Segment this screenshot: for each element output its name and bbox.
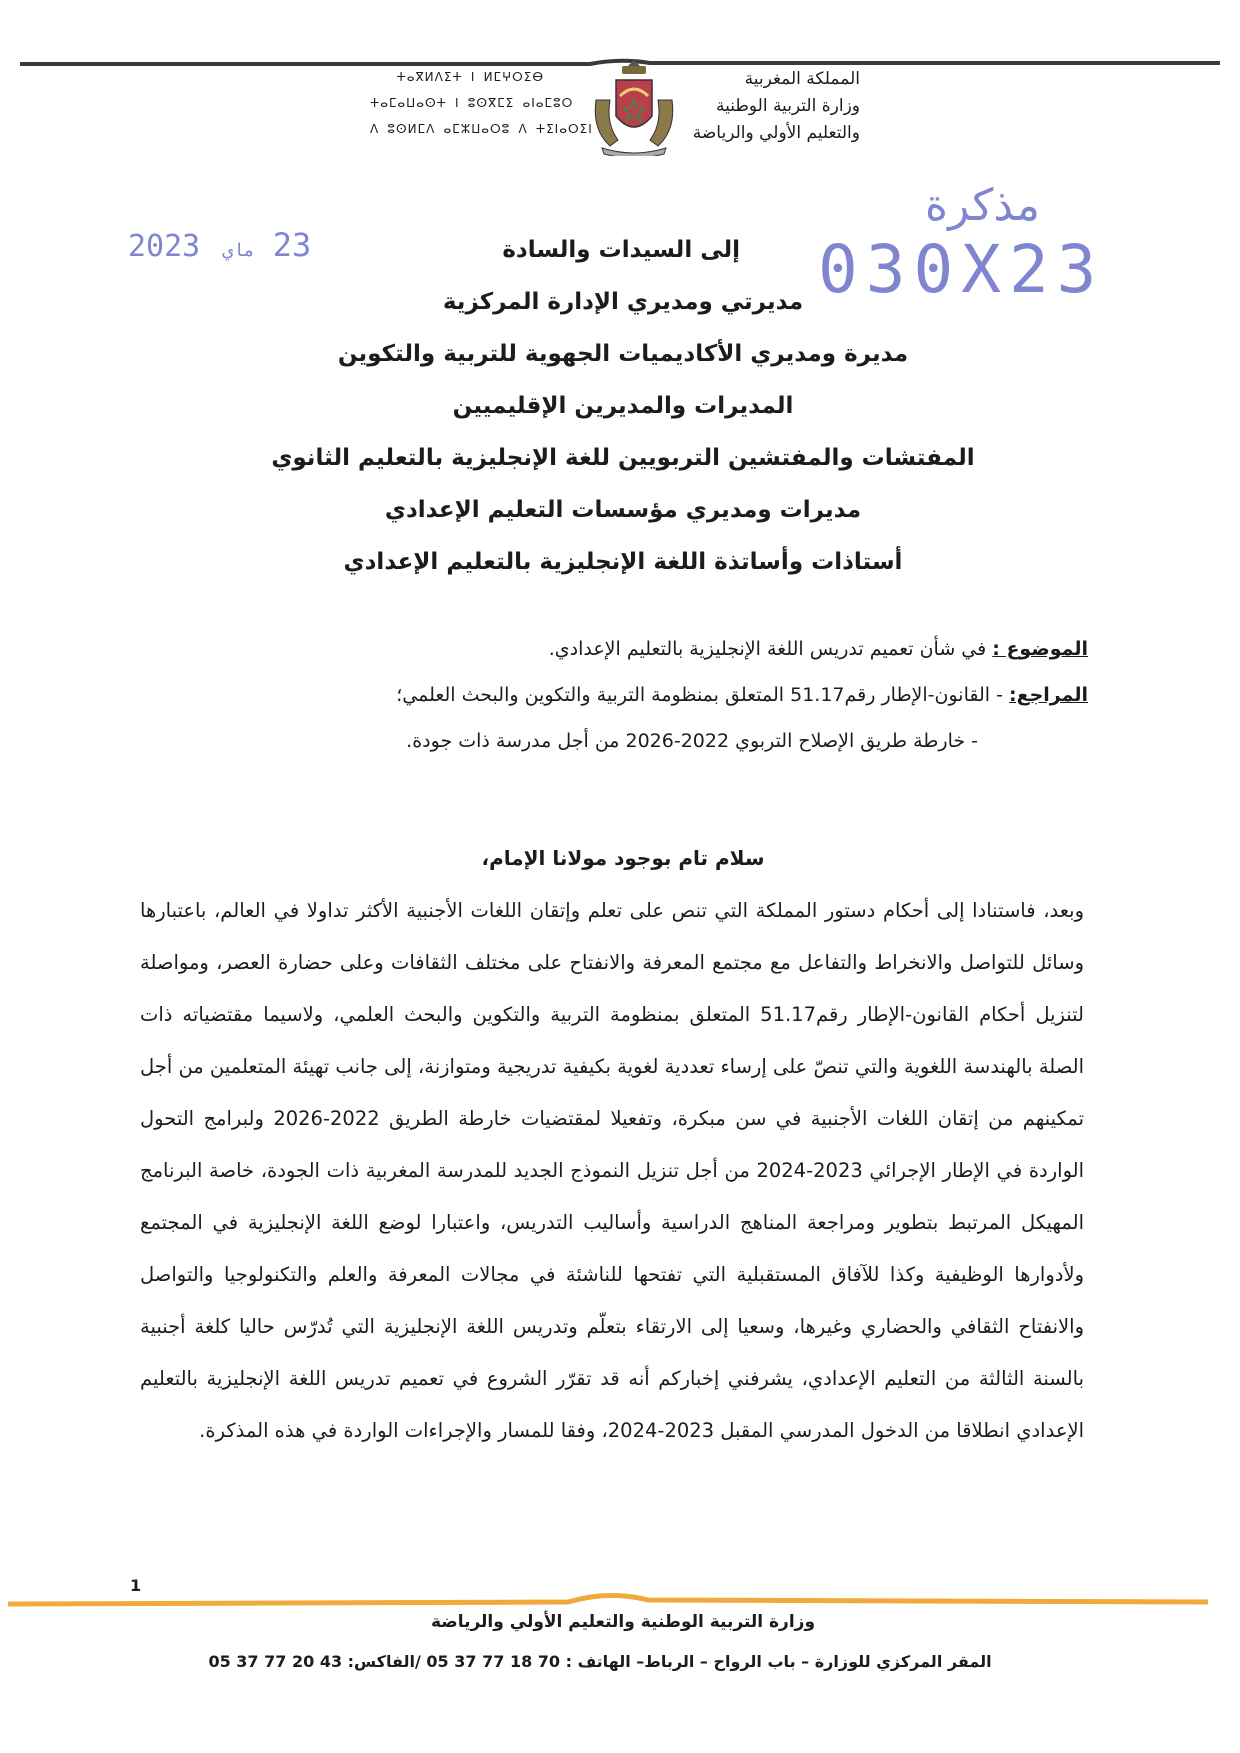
addressee-line: أستاذات وأساتذة اللغة الإنجليزية بالتعليم الإعدادي — [343, 549, 903, 575]
ministry-name-tifinagh-line2: ⴷ ⵓⵙⵍⵎⴷ ⴰⵎⵣⵡⴰⵔⵓ ⴷ ⵜⵉⵏⴰⵔⵉⵏ — [370, 122, 593, 136]
subject-text: في شأن تعميم تدريس اللغة الإنجليزية بالتعليم الإعدادي. — [548, 638, 993, 660]
greeting: سلام تام بوجود مولانا الإمام، — [481, 846, 765, 870]
ministry-header-tifinagh — [370, 64, 593, 142]
addressees-block — [240, 224, 1006, 588]
addressee-line: إلى السيدات والسادة — [502, 237, 740, 263]
kingdom-name: المملكة المغربية — [744, 69, 860, 89]
subject-label: الموضوع : — [992, 638, 1088, 660]
references-label: المراجع: — [1009, 684, 1088, 706]
page-number: 1 — [130, 1576, 142, 1595]
footer-address: المقر المركزي للوزارة – باب الرواح – الرباط– الهاتف : 70 18 77 37 05 /الفاكس: 43 20 77 37 05 — [208, 1652, 992, 1671]
reference-item-1: - القانون-الإطار رقم51.17 المتعلق بمنظومة التربية والتكوين والبحث العلمي؛ — [396, 684, 1009, 706]
ministry-name-line2: والتعليم الأولي والرياضة — [692, 123, 860, 143]
body-paragraph: وبعد، فاستنادا إلى أحكام دستور المملكة التي تنص على تعلم وإتقان اللغات الأجنبية الأكثر تداولا في العالم، باعتبارها وسائل للتواصل والانخراط والتفاعل مع مجتمع المعرفة والانفتاح على مختلف الثقافات وعلى حضارة العصر، ومواصلة لتنزيل أحكام القانون-الإطار رقم51.17 المتعلق بمنظومة التربية والتكوين والبحث العلمي، ولاسيما مقتضياته ذات الصلة بالهندسة اللغوية والتي تنصّ على إرساء تعددية لغوية بكيفية تدريجية ومتوازنة، إلى جانب تهيئة المتعلمين من أجل تمكينهم من إتقان اللغات الأجنبية في سن مبكرة، وتفعيلا لمقتضيات خارطة الطريق 2022-2026 ولبرامج التحول الواردة في الإطار الإجرائي 2023-2024 من أجل تنزيل النموذج الجديد للمدرسة المغربية ذات الجودة، خاصة البرنامج المهيكل المرتبط بتطوير ومراجعة المناهج الدراسية وأساليب التدريس، واعتبارا لوضع اللغة الإنجليزية في المجتمع ولأدوارها الوظيفية وكذا للآفاق المستقبلية التي تفتحها للناشئة في مجالات المعرفة والعلم والتكنولوجيا والتواصل والانفتاح الثقافي والحضاري وغيرها، وسعيا إلى الارتقاء بتعلّم وتدريس اللغة الإنجليزية التي تُدرّس حاليا كلغة أجنبية بالسنة الثالثة من التعليم الإعدادي، يشرفني إخباركم أنه قد تقرّر الشروع في تعميم تدريس اللغة الإنجليزية بالتعليم الإعدادي انطلاقا من الدخول المدرسي المقبل 2023-2024، وفقا للمسار والإجراءات الواردة في هذه المذكرة. — [140, 899, 1085, 1442]
coat-of-arms-icon — [588, 60, 680, 156]
addressee-line: المديرات والمديرين الإقليميين — [452, 393, 794, 419]
addressee-line: مديرات ومديري مؤسسات التعليم الإعدادي — [384, 497, 862, 523]
date-year: 2023 — [128, 229, 201, 264]
footer-divider — [8, 1590, 1208, 1608]
addressee-line: مديرتي ومديري الإدارة المركزية — [442, 289, 804, 315]
date-month: ماي — [222, 240, 255, 261]
reference-line — [148, 672, 1088, 718]
date-day: 23 — [272, 226, 312, 264]
kingdom-name-tifinagh: ⵜⴰⴳⵍⴷⵉⵜ ⵏ ⵍⵎⵖⵔⵉⴱ — [396, 70, 544, 84]
subject-references — [148, 626, 1088, 764]
memo-stamp-word: مذكرة — [925, 180, 1040, 231]
addressee-line: مديرة ومديري الأكاديميات الجهوية للتربية والتكوين — [337, 341, 909, 367]
ministry-name-tifinagh-line1: ⵜⴰⵎⴰⵡⴰⵙⵜ ⵏ ⵓⵙⴳⵎⵉ ⴰⵏⴰⵎⵓⵔ — [370, 96, 574, 110]
memo-stamp-code: 030X23 — [818, 231, 1105, 308]
addressee-line: المفتشات والمفتشين التربويين للغة الإنجليزية بالتعليم الثانوي — [271, 445, 975, 471]
subject-line — [148, 626, 1088, 672]
ministry-name-line1: وزارة التربية الوطنية — [715, 96, 860, 116]
reference-item-2: - خارطة طريق الإصلاح التربوي 2022-2026 من أجل مدرسة ذات جودة. — [406, 730, 978, 752]
footer-ministry-name: وزارة التربية الوطنية والتعليم الأولي والرياضة — [430, 1612, 816, 1632]
